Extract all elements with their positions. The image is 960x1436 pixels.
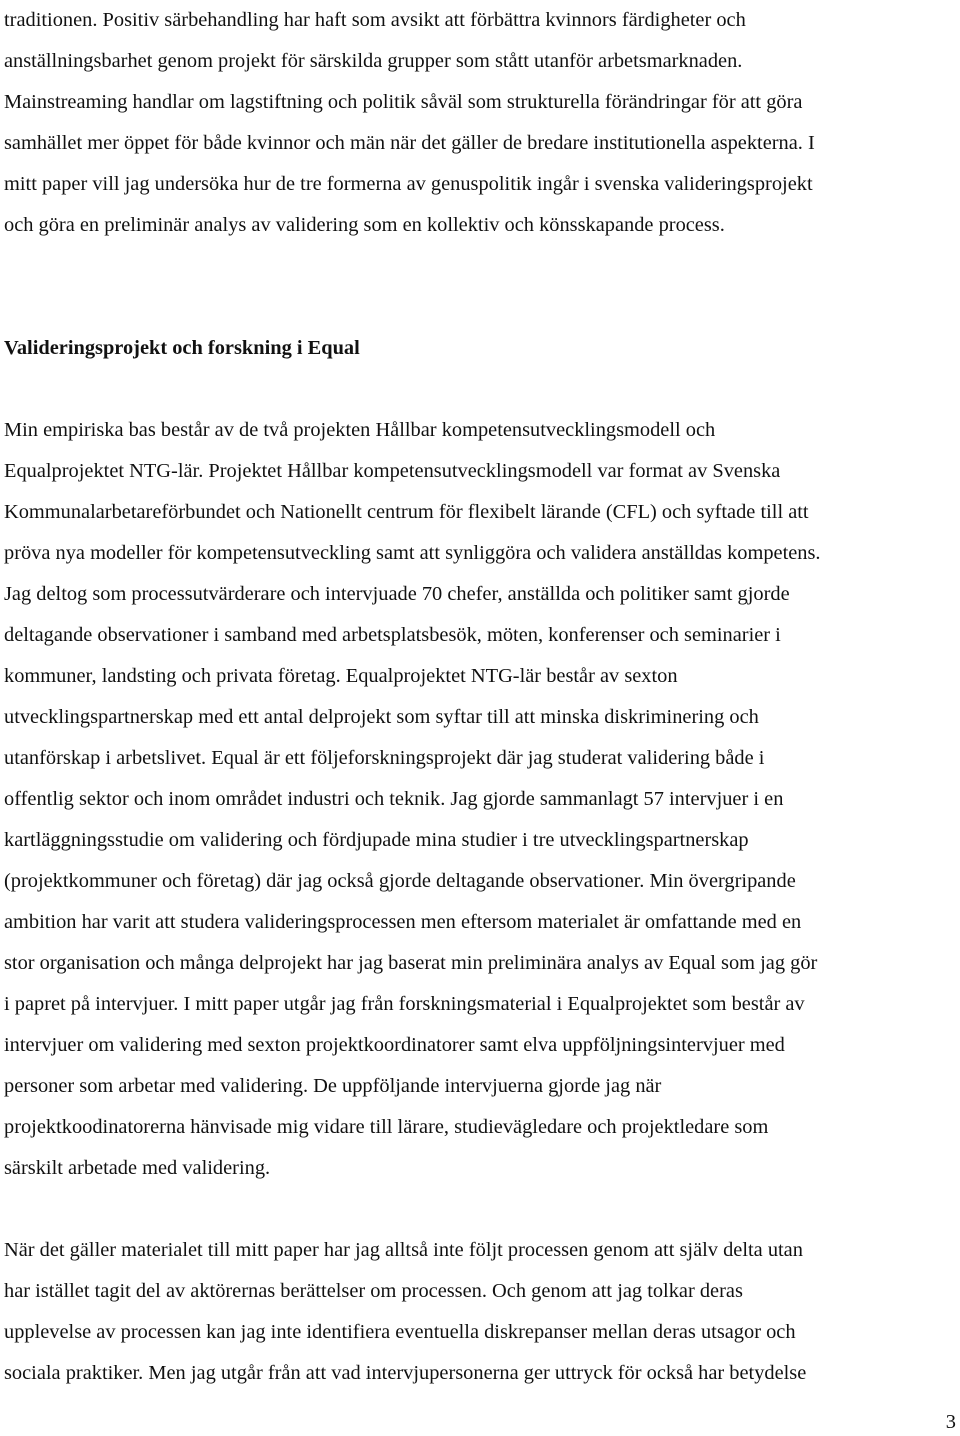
- text-line: och göra en preliminär analys av validering som en kollektiv och könsskapande process.: [4, 214, 725, 236]
- paragraph-spacer: [4, 369, 956, 410]
- text-line: kartläggningsstudie om validering och fördjupade mina studier i tre utvecklingspartnerskap: [4, 829, 749, 851]
- text-line: sociala praktiker. Men jag utgår från att vad intervjupersonerna ger uttryck för också har betydelse: [4, 1362, 807, 1384]
- text-line: utanförskap i arbetslivet. Equal är ett följeforskningsprojekt där jag studerat validering både i: [4, 747, 765, 769]
- text-line: Mainstreaming handlar om lagstiftning och politik såväl som strukturella förändringar för att göra: [4, 91, 803, 113]
- text-line: upplevelse av processen kan jag inte identifiera eventuella diskrepanser mellan deras utsagor och: [4, 1321, 796, 1343]
- text-line: har istället tagit del av aktörernas berättelser om processen. Och genom att jag tolkar deras: [4, 1280, 743, 1302]
- text-line: När det gäller materialet till mitt paper har jag alltså inte följt processen genom att själv delta utan: [4, 1239, 803, 1261]
- text-line: stor organisation och många delprojekt har jag baserat min preliminära analys av Equal som jag gör: [4, 952, 818, 974]
- text-line: deltagande observationer i samband med arbetsplatsbesök, möten, konferenser och seminarier i: [4, 624, 781, 646]
- section-heading: Valideringsprojekt och forskning i Equal: [4, 337, 360, 359]
- text-line: kommuner, landsting och privata företag. Equalprojektet NTG-lär består av sexton: [4, 665, 678, 687]
- text-line: i papret på intervjuer. I mitt paper utgår jag från forskningsmaterial i Equalprojektet som består av: [4, 993, 805, 1015]
- document-page: [4, 0, 956, 1394]
- text-line: offentlig sektor och inom området industri och teknik. Jag gjorde sammanlagt 57 intervjuer i en: [4, 788, 784, 810]
- text-line: Min empiriska bas består av de två projekten Hållbar kompetensutvecklingsmodell och: [4, 419, 716, 441]
- page-number: 3: [945, 1411, 956, 1433]
- paragraph-3: [4, 1230, 956, 1394]
- text-line: utvecklingspartnerskap med ett antal delprojekt som syftar till att minska diskriminering och: [4, 706, 759, 728]
- paragraph-spacer: [4, 1189, 956, 1230]
- text-line: anställningsbarhet genom projekt för särskilda grupper som stått utanför arbetsmarknaden.: [4, 50, 743, 72]
- paragraph-1: [4, 0, 956, 246]
- text-line: intervjuer om validering med sexton projektkoordinatorer samt elva uppföljningsintervjuer med: [4, 1034, 785, 1056]
- paragraph-spacer: [4, 246, 956, 287]
- paragraph-spacer: [4, 287, 956, 328]
- text-line: Equalprojektet NTG-lär. Projektet Hållbar kompetensutvecklingsmodell var format av Svenska: [4, 460, 781, 482]
- text-line: samhället mer öppet för både kvinnor och män när det gäller de bredare institutionella aspekterna. I: [4, 132, 815, 154]
- text-line: mitt paper vill jag undersöka hur de tre formerna av genuspolitik ingår i svenska valideringsprojekt: [4, 173, 813, 195]
- text-line: traditionen. Positiv särbehandling har haft som avsikt att förbättra kvinnors färdigheter och: [4, 9, 746, 31]
- paragraph-2: [4, 410, 956, 1189]
- text-line: projektkoodinatorerna hänvisade mig vidare till lärare, studievägledare och projektledare som: [4, 1116, 769, 1138]
- text-line: Jag deltog som processutvärderare och intervjuade 70 chefer, anställda och politiker samt gjorde: [4, 583, 790, 605]
- text-line: (projektkommuner och företag) där jag också gjorde deltagande observationer. Min övergripande: [4, 870, 796, 892]
- text-line: Kommunalarbetareförbundet och Nationellt centrum för flexibelt lärande (CFL) och syftade till att: [4, 501, 809, 523]
- text-line: pröva nya modeller för kompetensutveckling samt att synliggöra och validera anställdas kompetens.: [4, 542, 821, 564]
- text-line: personer som arbetar med validering. De uppföljande intervjuerna gjorde jag när: [4, 1075, 662, 1097]
- text-line: ambition har varit att studera valideringsprocessen men eftersom materialet är omfattande med en: [4, 911, 802, 933]
- text-line: särskilt arbetade med validering.: [4, 1157, 271, 1179]
